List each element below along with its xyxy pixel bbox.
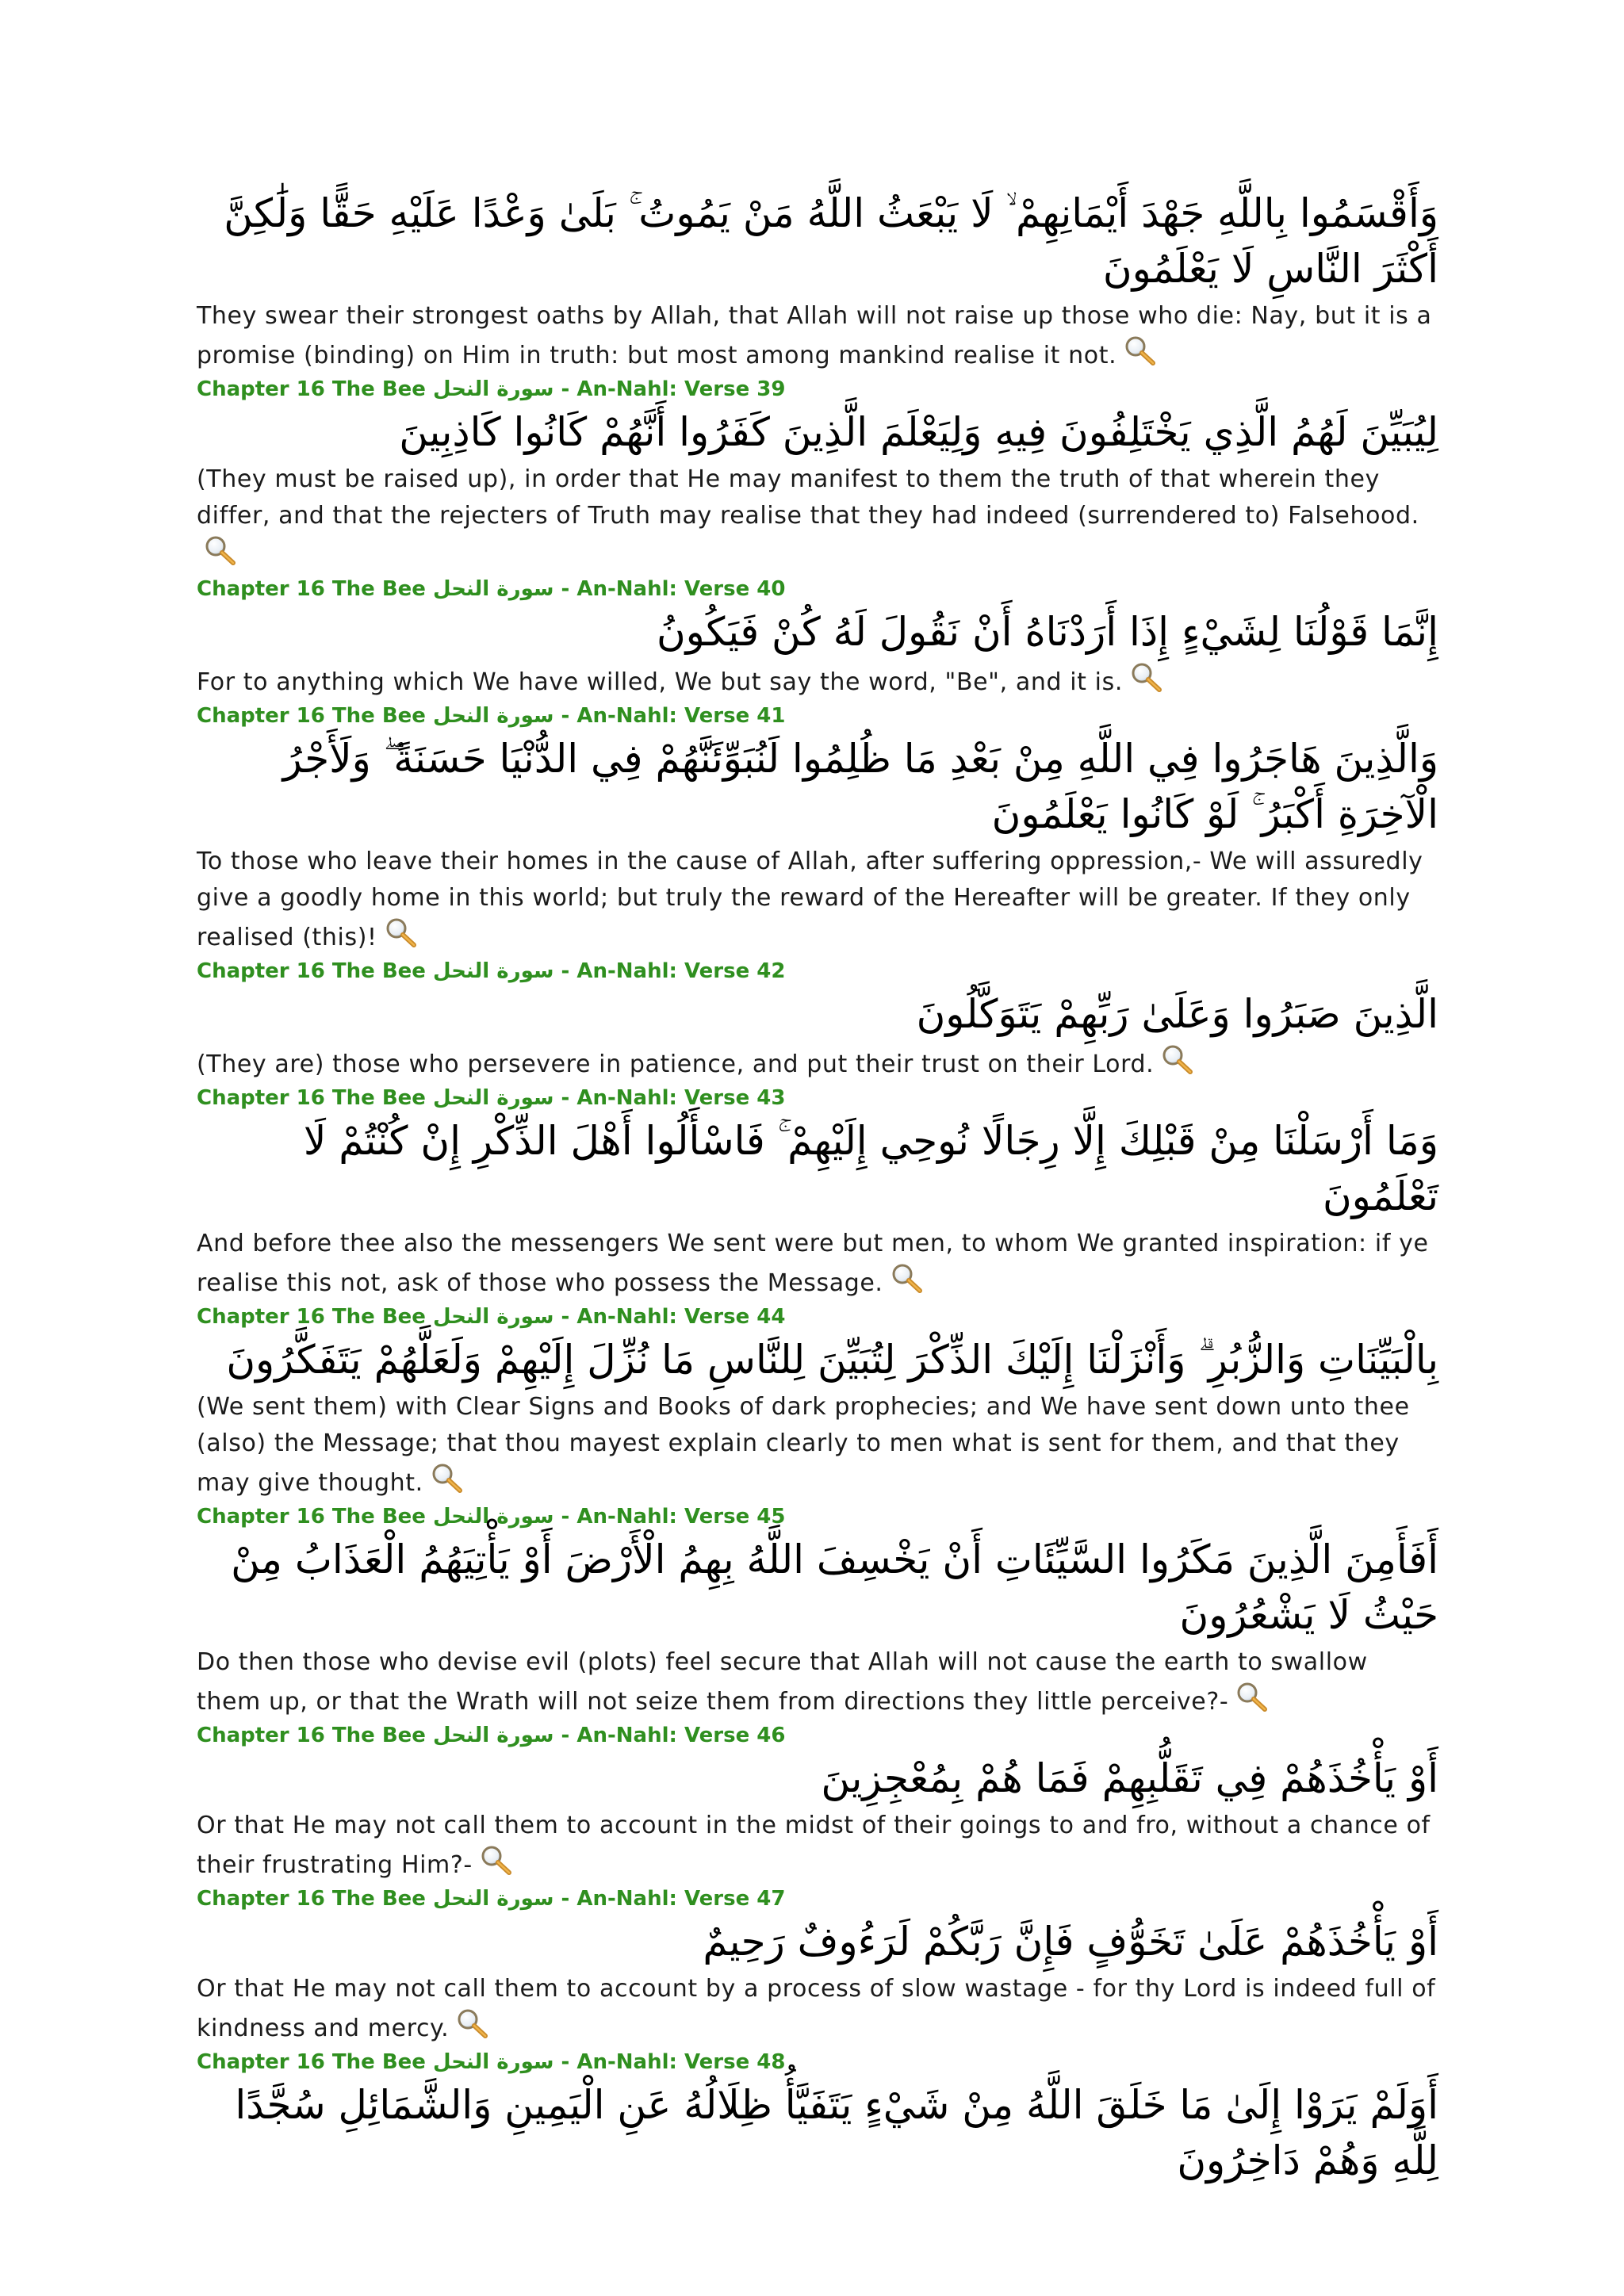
- verse-heading[interactable]: Chapter 16 The Bee سورة النحل - An-Nahl: Verse 39: [197, 377, 786, 401]
- translation-text: To those who leave their homes in the cause of Allah, after suffering oppression,- We will assuredly give a goodly home in this world; but truly the reward of the Hereafter will be greater. If they only realised (this)!: [197, 848, 1423, 951]
- translation-text: Or that He may not call them to account in the midst of their goings to and fro, without a chance of their frustrating Him?-: [197, 1812, 1431, 1879]
- verse-heading[interactable]: Chapter 16 The Bee سورة النحل - An-Nahl: Verse 48: [197, 2050, 786, 2074]
- verse-block: [197, 704, 1438, 956]
- magnifier-search-icon[interactable]: [455, 2007, 490, 2039]
- arabic-verse-text: أَوَلَمْ يَرَوْا إِلَىٰ مَا خَلَقَ اللَّهُ مِنْ شَيْءٍ يَتَفَيَّأُ ظِلَالُهُ عَنِ الْيَمِينِ وَالشَّمَائِلِ سُجَّدًا لِلَّهِ وَهُمْ دَاخِرُونَ: [235, 2082, 1438, 2183]
- verse-heading[interactable]: Chapter 16 The Bee سورة النحل - An-Nahl: Verse 42: [197, 959, 786, 983]
- magnifier-search-icon[interactable]: [1123, 335, 1158, 366]
- translation-text: (We sent them) with Clear Signs and Books of dark prophecies; and We have sent down unto thee (also) the Message; that thou mayest explain clearly to men what is sent for them, and that they may give thought.: [197, 1393, 1410, 1497]
- verse-block: [197, 959, 1438, 1083]
- magnifier-search-icon[interactable]: [1160, 1043, 1195, 1075]
- arabic-verse-text: الَّذِينَ صَبَرُوا وَعَلَىٰ رَبِّهِمْ يَتَوَكَّلُونَ: [916, 991, 1438, 1037]
- verse-list: [197, 182, 1438, 2190]
- magnifier-search-icon[interactable]: [1235, 1681, 1270, 1712]
- verse-heading[interactable]: Chapter 16 The Bee سورة النحل - An-Nahl: Verse 41: [197, 704, 786, 728]
- arabic-verse-text: وَمَا أَرْسَلْنَا مِنْ قَبْلِكَ إِلَّا رِجَالًا نُوحِي إِلَيْهِمْ ۚ فَاسْأَلُوا أَهْلَ الذِّكْرِ إِنْ كُنْتُمْ لَا تَعْلَمُونَ: [303, 1118, 1438, 1219]
- translation-text: Do then those who devise evil (plots) feel secure that Allah will not cause the earth to swallow them up, or that the Wrath will not seize them from directions they little perceive?-: [197, 1648, 1368, 1716]
- verse-heading[interactable]: Chapter 16 The Bee سورة النحل - An-Nahl: Verse 44: [197, 1305, 786, 1329]
- arabic-verse-text: بِالْبَيِّنَاتِ وَالزُّبُرِ ۗ وَأَنْزَلْنَا إِلَيْكَ الذِّكْرَ لِتُبَيِّنَ لِلنَّاسِ مَا نُزِّلَ إِلَيْهِمْ وَلَعَلَّهُمْ يَتَفَكَّرُونَ: [226, 1337, 1438, 1383]
- magnifier-search-icon[interactable]: [890, 1262, 925, 1294]
- english-translation: [197, 1808, 1438, 1884]
- english-translation: [197, 1226, 1438, 1302]
- verse-heading[interactable]: Chapter 16 The Bee سورة النحل - An-Nahl: Verse 43: [197, 1086, 786, 1110]
- verse-heading[interactable]: Chapter 16 The Bee سورة النحل - An-Nahl: Verse 47: [197, 1887, 786, 1911]
- verse-block: [197, 1505, 1438, 1720]
- verse-block: [197, 2050, 1438, 2188]
- magnifier-search-icon[interactable]: [1129, 661, 1164, 693]
- translation-text: Or that He may not call them to account by a process of slow wastage - for thy Lord is indeed full of kindness and mercy.: [197, 1975, 1436, 2042]
- verse-block: [197, 1724, 1438, 1884]
- english-translation: [197, 298, 1438, 374]
- translation-text: (They are) those who persevere in patience, and put their trust on their Lord.: [197, 1050, 1155, 1078]
- english-translation: [197, 1644, 1438, 1720]
- english-translation: [197, 1043, 1438, 1083]
- verse-block: [197, 377, 1438, 574]
- magnifier-search-icon[interactable]: [203, 534, 238, 566]
- verse-block: [197, 1305, 1438, 1502]
- translation-text: (They must be raised up), in order that He may manifest to them the truth of that wherein they differ, and that the rejecters of Truth may realise that they had indeed (surrendered to) Falsehood.: [197, 465, 1419, 530]
- english-translation: [197, 844, 1438, 956]
- arabic-verse-text: وَأَقْسَمُوا بِاللَّهِ جَهْدَ أَيْمَانِهِمْ ۙ لَا يَبْعَثُ اللَّهُ مَنْ يَمُوتُ ۚ بَلَىٰ وَعْدًا عَلَيْهِ حَقًّا وَلَٰكِنَّ أَكْثَرَ النَّاسِ لَا يَعْلَمُونَ: [224, 190, 1438, 292]
- english-translation: [197, 1971, 1438, 2047]
- arabic-verse-text: أَوْ يَأْخُذَهُمْ فِي تَقَلُّبِهِمْ فَمَا هُمْ بِمُعْجِزِينَ: [821, 1755, 1438, 1801]
- verse-heading[interactable]: Chapter 16 The Bee سورة النحل - An-Nahl: Verse 45: [197, 1505, 786, 1529]
- english-translation: [197, 661, 1438, 701]
- translation-text: They swear their strongest oaths by Allah, that Allah will not raise up those who die: Nay, but it is a promise (binding) on Him in truth: but most among mankind realise it not.: [197, 302, 1432, 369]
- english-translation: [197, 1389, 1438, 1502]
- verse-heading[interactable]: Chapter 16 The Bee سورة النحل - An-Nahl: Verse 46: [197, 1724, 786, 1747]
- arabic-verse-text: أَوْ يَأْخُذَهُمْ عَلَىٰ تَخَوُّفٍ فَإِنَّ رَبَّكُمْ لَرَءُوفٌ رَحِيمٌ: [703, 1919, 1438, 1965]
- verse-block: [197, 577, 1438, 701]
- magnifier-search-icon[interactable]: [479, 1844, 514, 1876]
- verse-block: [197, 1086, 1438, 1302]
- arabic-verse-text: أَفَأَمِنَ الَّذِينَ مَكَرُوا السَّيِّئَاتِ أَنْ يَخْسِفَ اللَّهُ بِهِمُ الْأَرْضَ أَوْ يَأْتِيَهُمُ الْعَذَابُ مِنْ حَيْثُ لَا يَشْعُرُونَ: [231, 1536, 1438, 1638]
- magnifier-search-icon[interactable]: [384, 916, 419, 948]
- arabic-verse-text: وَالَّذِينَ هَاجَرُوا فِي اللَّهِ مِنْ بَعْدِ مَا ظُلِمُوا لَنُبَوِّئَنَّهُمْ فِي الدُّنْيَا حَسَنَةً ۖ وَلَأَجْرُ الْآخِرَةِ أَكْبَرُ ۚ لَوْ كَانُوا يَعْلَمُونَ: [282, 736, 1438, 837]
- english-translation: [197, 461, 1438, 574]
- arabic-verse-text: لِيُبَيِّنَ لَهُمُ الَّذِي يَخْتَلِفُونَ فِيهِ وَلِيَعْلَمَ الَّذِينَ كَفَرُوا أَنَّهُمْ كَانُوا كَاذِبِينَ: [399, 409, 1438, 455]
- translation-text: And before thee also the messengers We sent were but men, to whom We granted inspiration: if ye realise this not, ask of those who possess the Message.: [197, 1230, 1429, 1297]
- magnifier-search-icon[interactable]: [430, 1462, 465, 1494]
- verse-heading[interactable]: Chapter 16 The Bee سورة النحل - An-Nahl: Verse 40: [197, 577, 786, 601]
- verse-block: [197, 186, 1438, 374]
- arabic-verse-text: إِنَّمَا قَوْلُنَا لِشَيْءٍ إِذَا أَرَدْنَاهُ أَنْ نَقُولَ لَهُ كُنْ فَيَكُونُ: [656, 609, 1438, 655]
- verse-block: [197, 1887, 1438, 2047]
- translation-text: For to anything which We have willed, We but say the word, "Be", and it is.: [197, 668, 1123, 696]
